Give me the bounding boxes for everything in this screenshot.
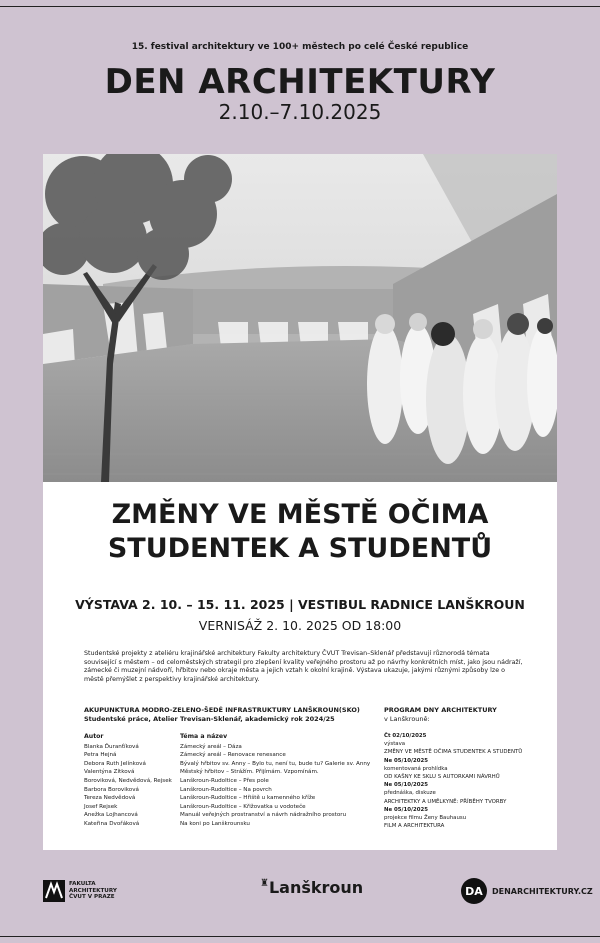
authors-column (84, 733, 176, 829)
program-line: Ne 05/10/2025 (384, 782, 428, 789)
topics-list (180, 743, 380, 829)
exhibition-info: VÝSTAVA 2. 10. – 15. 11. 2025 | VESTIBUL RADNICE LANŠKROUN (75, 597, 525, 612)
topic-item: Na koni po Lanškrounsku (180, 820, 250, 827)
website-link[interactable]: DENARCHITEKTURY.CZ (492, 886, 593, 896)
program-line: komentovaná prohlídka (384, 765, 448, 772)
program-list (384, 732, 534, 830)
headline-line-1: ZMĚNY VE MĚSTĚ OČIMA (111, 499, 489, 530)
faculty-logo (43, 880, 117, 902)
page-title: DEN ARCHITEKTURY (104, 62, 496, 102)
program-line: projekce filmu Ženy Bauhausu (384, 815, 467, 822)
author-item: Petra Hejná (84, 752, 117, 759)
program-line: Ne 05/10/2025 (384, 757, 428, 764)
topic-item: Lanškroun-Rudoltice – Křižovatka u vodoteče (180, 803, 306, 810)
program-line: Čt 02/10/2025 (384, 733, 427, 739)
authors-header: Autor (84, 733, 104, 740)
da-badge-icon: DA (461, 878, 487, 904)
footer (0, 878, 600, 908)
author-item: Debora Ruth Jelínková (84, 760, 146, 767)
author-item: Anežka Lojhancová (84, 812, 138, 819)
den-architektury-logo (461, 878, 593, 904)
program-line: přednáška, diskuze (384, 790, 436, 797)
town-name: Lanškroun (268, 878, 364, 897)
topics-header: Téma a název (180, 733, 228, 740)
topics-column (180, 733, 380, 829)
author-item: Josef Rejsek (84, 803, 118, 810)
headline-line-2: STUDENTEK A STUDENTŮ (107, 533, 493, 564)
author-item: Kateřina Dvořáková (84, 820, 140, 827)
exhibition-headline (43, 498, 557, 566)
program-line: ZMĚNY VE MĚSTĚ OČIMA STUDENTEK A STUDENTŮ (384, 749, 523, 756)
content-panel (43, 482, 557, 850)
bottom-border (0, 936, 600, 937)
faculty-line-2: ARCHITEKTURY (69, 887, 117, 894)
topic-item: Lanškroun-Rudoltice – Na povrch (180, 786, 272, 793)
vernissage-info: VERNISÁŽ 2. 10. 2025 OD 18:00 (198, 618, 402, 633)
courtyard-image (43, 154, 557, 482)
author-item: Barbora Boroviková (84, 786, 139, 793)
author-item: Tereza Nedvědová (84, 795, 136, 802)
top-border (0, 6, 600, 7)
topic-item: Manuál veřejných prostranství a návrh nádražního prostoru (180, 812, 347, 819)
projects-title: AKUPUNKTURA MODRO-ZELENO-ŠEDÉ INFRASTRUKTURY LANŠKROUN(SKO) (84, 706, 360, 714)
program-line: Ne 05/10/2025 (384, 806, 428, 813)
projects-subtitle: Studentské práce, Atelier Trevisan-Sklenář, akademický rok 2024/25 (84, 715, 335, 723)
program-line: OD KAŠNY KE SKLU S AUTORKAMI NÁVRHŮ (384, 774, 500, 781)
program-subtitle: v Lanškrouně: (384, 715, 430, 723)
topic-item: Zámecký areál – Dáza (180, 743, 242, 750)
faculty-line-1: FAKULTA (69, 881, 96, 888)
topic-item: Zámecký areál – Renovace renesance (180, 752, 286, 759)
town-crown-icon: ♜ (260, 878, 269, 889)
authors-list (84, 743, 176, 829)
program-line: ARCHITEKTKY A UMĚLKYNĚ: PŘÍBĚHY TVORBY (384, 798, 507, 805)
program-title: PROGRAM DNY ARCHITEKTURY (384, 706, 497, 714)
faculty-line-3: ČVUT V PRAZE (69, 894, 115, 901)
description-text: Studentské projekty z ateliéru krajinářské architektury Fakulty architektury ČVUT Trevisan–Sklenář představují různorodá témata související s městem – od celoměstských strategií pro zlepšení kvality veřejného prostoru až po návrhy konkrétních míst, jako jsou nádraží, zámecké či muzejní nádvoří, hřbitov nebo okraje města a jejich vztah k okolní krajině. Výstava ukazuje, jakými různými způsoby lze o městě přemýšlet z perspektivy krajinářské architektury. (84, 650, 523, 683)
town-logo (260, 878, 363, 897)
author-item: Valentýna Zítková (84, 769, 135, 776)
topic-item: Bývalý hřbitov sv. Anny – Bylo tu, není tu, bude tu? Galerie sv. Anny (180, 760, 371, 767)
topic-item: Lanškroun-Rudoltice – Hřiště u kamenného kříže (180, 795, 316, 802)
festival-subtitle: 15. festival architektury ve 100+ městech po celé České republice (131, 42, 469, 52)
author-item: Boroviková, Nedvědová, Rejsek (84, 777, 172, 784)
author-item: Blanka Ďuranťíková (84, 743, 139, 750)
program-line: FILM A ARCHITEKTURA (384, 823, 445, 830)
faculty-emblem-icon (43, 880, 65, 902)
topic-item: Lanškroun-Rudoltice – Přes pole (180, 777, 269, 784)
topic-item: Městský hřbitov – Strážím. Přijímám. Vzpomínám. (180, 769, 319, 776)
program-line: výstava (384, 741, 406, 748)
festival-dates: 2.10.–7.10.2025 (218, 100, 382, 124)
